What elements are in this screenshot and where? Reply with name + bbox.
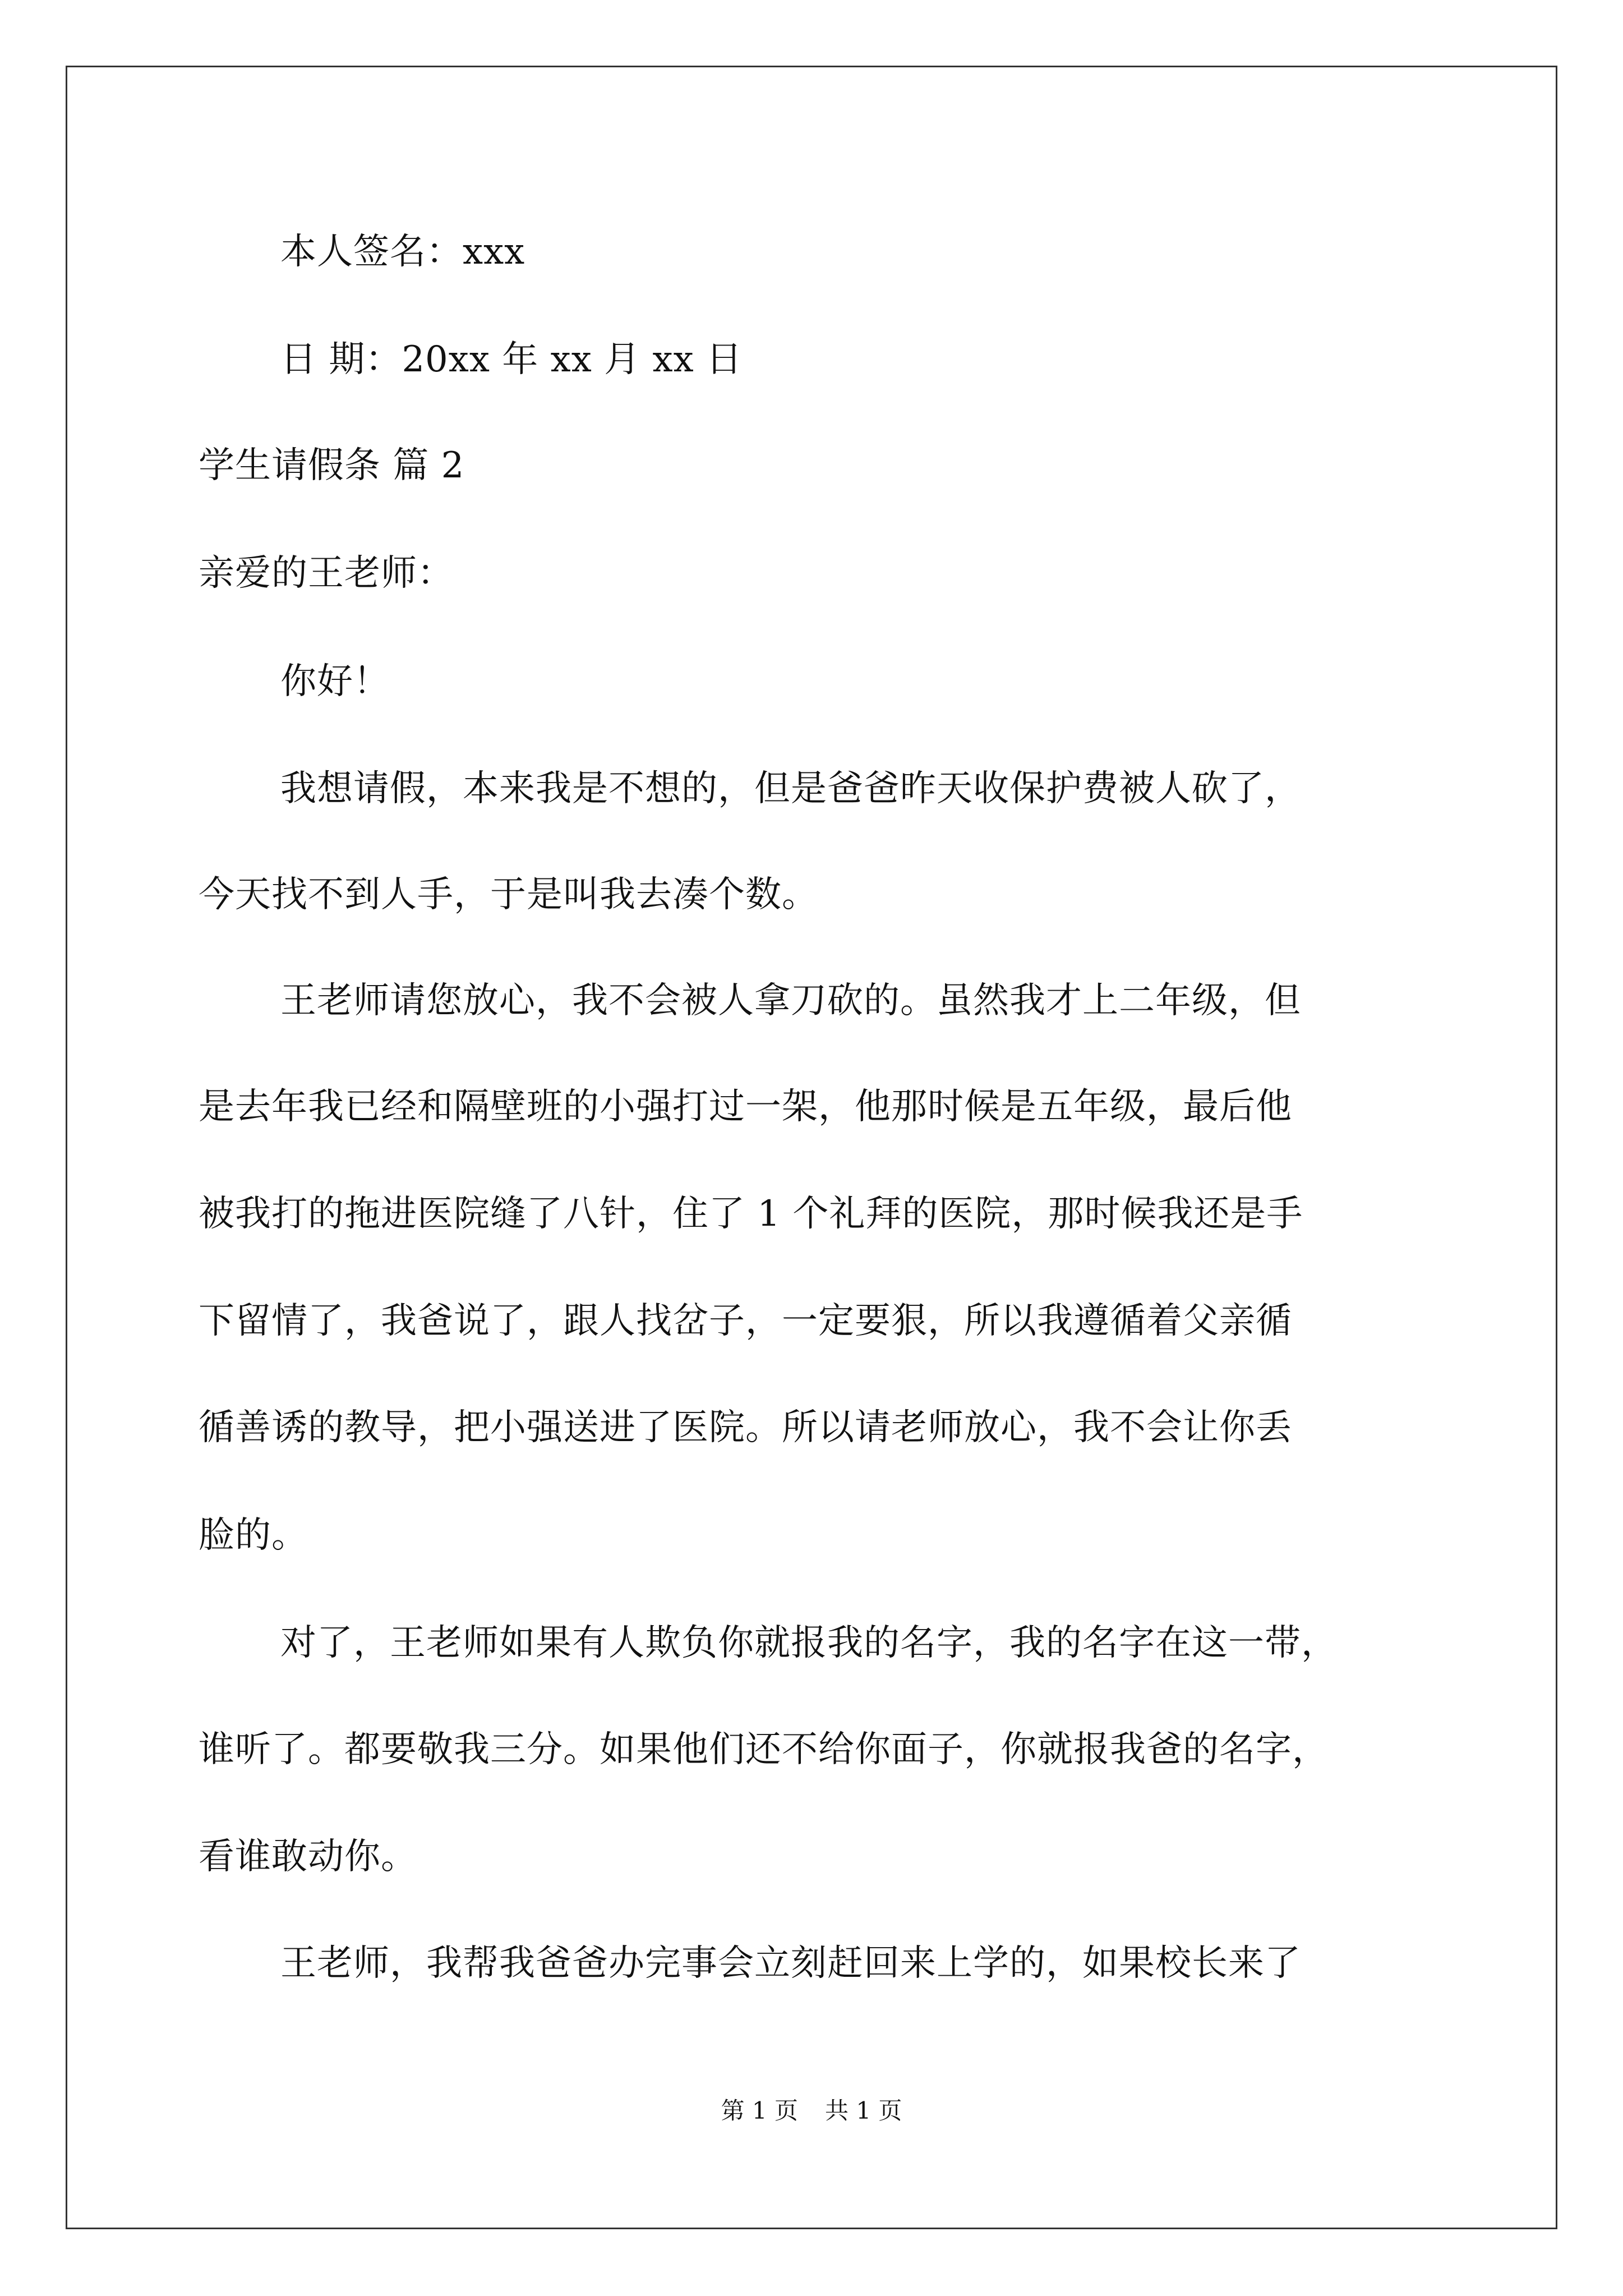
paragraph-line: 今天找不到人手，于是叫我去凑个数。	[199, 874, 818, 915]
paragraph-line: 脸的。	[199, 1515, 308, 1556]
page-footer	[0, 2096, 1623, 2125]
paragraph-line: 对了，王老师如果有人欺负你就报我的名字，我的名字在这一带，	[280, 1622, 1338, 1664]
page-number: 第 1 页	[721, 2097, 798, 2124]
paragraph-line: 循善诱的教导，把小强送进了医院。所以请老师放心，我不会让你丢	[199, 1407, 1292, 1448]
paragraph-line: 被我打的拖进医院缝了八针，住了 1 个礼拜的医院，那时候我还是手	[199, 1193, 1303, 1235]
page-border	[66, 66, 1557, 2229]
paragraph-line: 看谁敢动你。	[199, 1836, 417, 1878]
paragraph-line: 王老师，我帮我爸爸办完事会立刻赶回来上学的，如果校长来了	[280, 1943, 1301, 1984]
paragraph-line: 我想请假，本来我是不想的，但是爸爸昨天收保护费被人砍了，	[280, 768, 1301, 809]
paragraph-line: 谁听了。都要敬我三分。如果他们还不给你面子，你就报我爸的名字，	[199, 1729, 1329, 1770]
paragraph-line: 王老师请您放心，我不会被人拿刀砍的。虽然我才上二年级，但	[280, 980, 1301, 1022]
salutation: 亲爱的王老师：	[199, 553, 454, 594]
signature-line: 本人签名：xxx	[280, 231, 525, 273]
greeting: 你好！	[280, 661, 390, 702]
paragraph-line: 是去年我已经和隔壁班的小强打过一架，他那时候是五年级，最后他	[199, 1086, 1292, 1128]
section-title: 学生请假条 篇 2	[199, 445, 465, 486]
page-total: 共 1 页	[825, 2097, 902, 2124]
paragraph-line: 下留情了，我爸说了，跟人找岔子，一定要狠，所以我遵循着父亲循	[199, 1300, 1292, 1342]
date-line: 日 期：20xx 年 xx 月 xx 日	[280, 339, 743, 380]
